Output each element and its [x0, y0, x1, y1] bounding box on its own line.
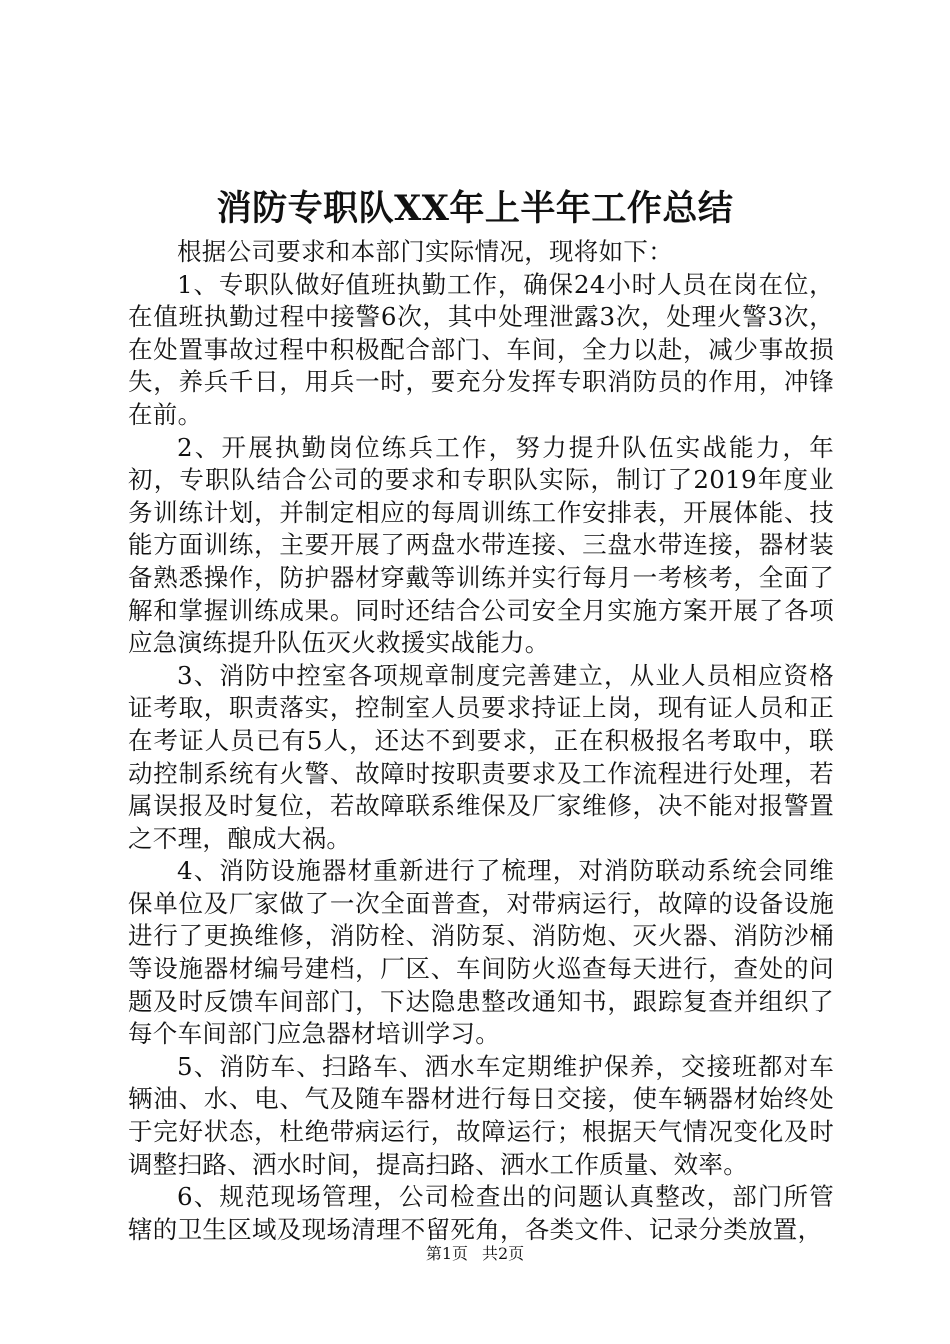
page-number-current: 第1页 — [425, 1244, 468, 1263]
document-title: 消防专职队XX年上半年工作总结 — [216, 188, 734, 229]
document-body — [128, 236, 834, 1246]
paragraph-intro: 根据公司要求和本部门实际情况，现将如下： — [177, 237, 673, 266]
paragraph-item-2: 2、开展执勤岗位练兵工作，努力提升队伍实战能力，年初，专职队结合公司的要求和专职队实际，制订了2019年度业务训练计划，并制定相应的每周训练工作安排表，开展体能、技能方面训练，主要开展了两盘水带连接、三盘水带连接，器材装备熟悉操作，防护器材穿戴等训练并实行每月一考核考，全面了解和掌握训练成果。同时还结合公司安全月实施方案开展了各项应急演练提升队伍灭火救援实战能力。 — [128, 432, 834, 658]
page-number-total: 共2页 — [482, 1244, 525, 1263]
paragraph-item-6: 6、规范现场管理，公司检查出的问题认真整改，部门所管辖的卫生区域及现场清理不留死角，各类文件、记录分类放置， — [128, 1182, 834, 1244]
paragraph-item-5: 5、消防车、扫路车、洒水车定期维护保养，交接班都对车辆油、水、电、气及随车器材进行每日交接，使车辆器材始终处于完好状态，杜绝带病运行，故障运行；根据天气情况变化及时调整扫路、洒水时间，提高扫路、洒水工作质量、效率。 — [128, 1051, 834, 1179]
paragraph-item-3: 3、消防中控室各项规章制度完善建立，从业人员相应资格证考取，职责落实，控制室人员要求持证上岗，现有证人员和正在考证人员已有5人，还达不到要求，正在积极报名考取中，联动控制系统有火警、故障时按职责要求及工作流程进行处理，若属误报及时复位，若故障联系维保及厂家维修，决不能对报警置之不理，酿成大祸。 — [128, 660, 834, 853]
paragraph-item-4: 4、消防设施器材重新进行了梳理，对消防联动系统会同维保单位及厂家做了一次全面普查，对带病运行，故障的设备设施进行了更换维修，消防栓、消防泵、消防炮、灭火器、消防沙桶等设施器材编号建档，厂区、车间防火巡查每天进行，查处的问题及时反馈车间部门，下达隐患整改通知书，跟踪复查并组织了每个车间部门应急器材培训学习。 — [128, 856, 834, 1049]
paragraph-item-1: 1、专职队做好值班执勤工作，确保24小时人员在岗在位，在值班执勤过程中接警6次，其中处理泄露3次，处理火警3次，在处置事故过程中积极配合部门、车间，全力以赴，减少事故损失，养兵千日，用兵一时，要充分发挥专职消防员的作用，冲锋在前。 — [128, 269, 834, 429]
page-footer — [0, 1243, 950, 1265]
